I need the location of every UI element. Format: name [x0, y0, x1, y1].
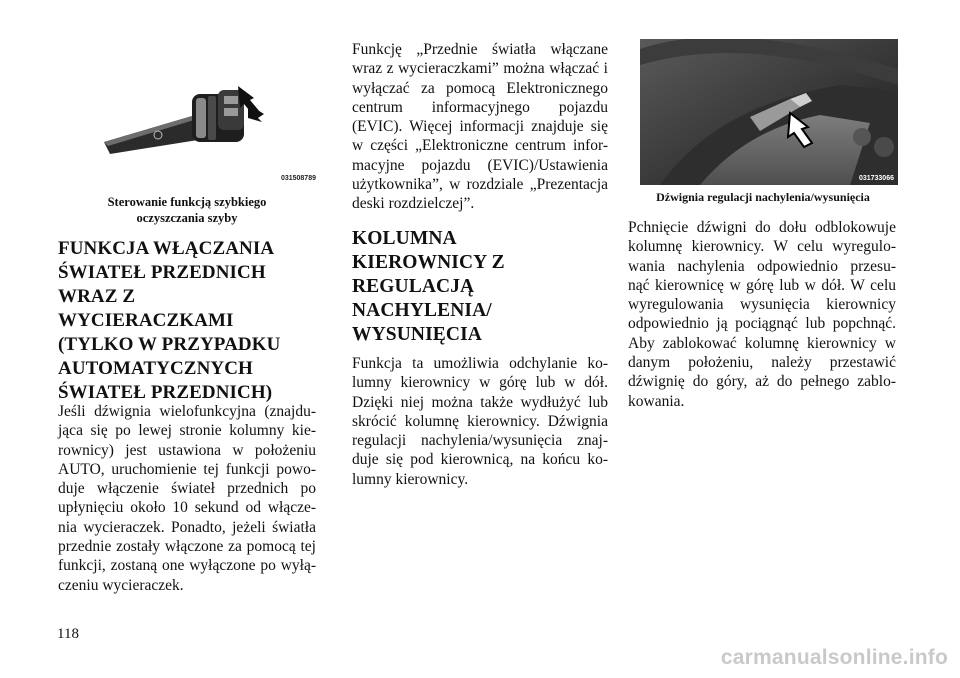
text-line: dźwignię do góry, aż do pełnego zablo-	[628, 373, 896, 391]
text-line: danym położeniu, należy przestawić	[628, 354, 896, 372]
text-line: kolumnę kierownicy. W celu wyregulo-	[628, 238, 896, 256]
text-line: deski rozdzielczej”.	[352, 195, 475, 213]
text-line: użytkownika”, w rozdziale „Prezentacja	[352, 176, 608, 194]
text-line: macyjne pojazdu (EVIC)/Ustawienia	[352, 156, 608, 174]
text-line: kowania.	[628, 392, 685, 410]
text-line: Funkcję „Przednie światła włączane	[352, 41, 608, 58]
heading-line: FUNKCJA WŁĄCZANIA	[58, 238, 275, 259]
text-line: nąć kierownicę w górę lub w dół. W celu	[628, 276, 896, 294]
heading-line: WRAZ Z	[58, 286, 136, 307]
text-line: skrócić kolumnę kierownicy. Dźwignia	[352, 412, 608, 430]
text-line: przednie zostały włączone za pomocą tej	[58, 538, 316, 556]
text-line: w części „Elektroniczne centrum infor-	[352, 137, 608, 155]
text-line: lumny kierownicy.	[352, 470, 469, 488]
text-line: rownicy) jest ustawiona w położeniu	[58, 441, 316, 459]
heading-line: WYCIERACZKAMI	[58, 310, 234, 331]
figure-caption	[70, 194, 304, 226]
text-line: regulacji nachylenia/wysunięcia znaj-	[352, 432, 608, 450]
text-line: wania nachylenia odpowiednio przesu-	[628, 257, 896, 275]
text-line: wraz z wycieraczkami” można włączać i	[352, 60, 608, 78]
body-paragraph	[58, 402, 316, 595]
wiper-lever-illustration	[100, 72, 320, 184]
caption-line: Sterowanie funkcją szybkiego	[107, 195, 267, 209]
text-line: lumny kierownicy w górę lub w dół.	[352, 374, 608, 392]
text-line: Jeśli dźwignia wielofunkcyjna (znajdu-	[58, 403, 316, 420]
text-line: upłynięciu około 10 sekund od włącze-	[58, 499, 316, 517]
body-paragraph	[352, 40, 608, 214]
text-line: wyregulowania wysunięcia kierownicy	[628, 296, 896, 314]
heading-line: NACHYLENIA/	[352, 300, 492, 321]
text-line: funkcji, zostaną one wyłączone po wyłą-	[58, 557, 316, 575]
section-heading-headlights-with-wipers	[58, 237, 320, 405]
heading-line: REGULACJĄ	[352, 276, 475, 297]
text-line: nia wycieraczek. Ponadto, jeżeli światła	[58, 518, 316, 536]
figure-caption: Dźwignia regulacji nachylenia/wysunięcia	[656, 190, 870, 204]
heading-line: ŚWIATEŁ PRZEDNICH)	[58, 382, 273, 403]
text-line: Pchnięcie dźwigni do dołu odblokowuje	[628, 219, 896, 236]
text-line: duje się pod kierownicą, na końcu ko-	[352, 451, 608, 469]
text-line: Aby zablokować kolumnę kierownicy w	[628, 334, 896, 352]
text-line: odpowiednio ją pociągnąć lub popchnąć.	[628, 315, 896, 333]
heading-line: (TYLKO W PRZYPADKU	[58, 334, 281, 355]
text-line: wyłączać za pomocą Elektronicznego	[352, 79, 608, 97]
tilt-lever-drawing	[640, 39, 898, 185]
heading-line: ŚWIATEŁ PRZEDNICH	[58, 262, 266, 283]
wiper-lever-drawing	[100, 72, 320, 184]
figure-code: 031733066	[858, 175, 894, 182]
figure-code: 031508789	[280, 175, 316, 182]
heading-line: KIEROWNICY Z	[352, 252, 505, 273]
heading-line: WYSUNIĘCIA	[352, 324, 482, 345]
text-line: Funkcja ta umożliwia odchylanie ko-	[352, 355, 608, 372]
tilt-lever-photo	[640, 39, 898, 185]
watermark: carmanualsonline.info	[720, 646, 948, 669]
heading-line: KOLUMNA	[352, 228, 457, 249]
caption-line: oczyszczania szyby	[136, 211, 238, 225]
body-paragraph	[352, 354, 608, 489]
text-line: centrum informacyjnego pojazdu	[352, 98, 608, 116]
page-number: 118	[57, 626, 79, 642]
heading-line: AUTOMATYCZNYCH	[58, 358, 253, 379]
text-line: jąca się po lewej stronie kolumny kie-	[58, 422, 316, 440]
text-line: Dzięki niej można także wydłużyć lub	[352, 393, 608, 411]
text-line: AUTO, uruchomienie tej funkcji powo-	[58, 460, 316, 478]
text-line: duje włączenie świateł przednich po	[58, 480, 316, 498]
text-line: czeniu wycieraczek.	[58, 576, 184, 594]
body-paragraph	[628, 218, 896, 411]
text-line: (EVIC). Więcej informacji znajduje się	[352, 118, 608, 136]
section-heading-tilt-telescoping-column	[352, 227, 608, 347]
